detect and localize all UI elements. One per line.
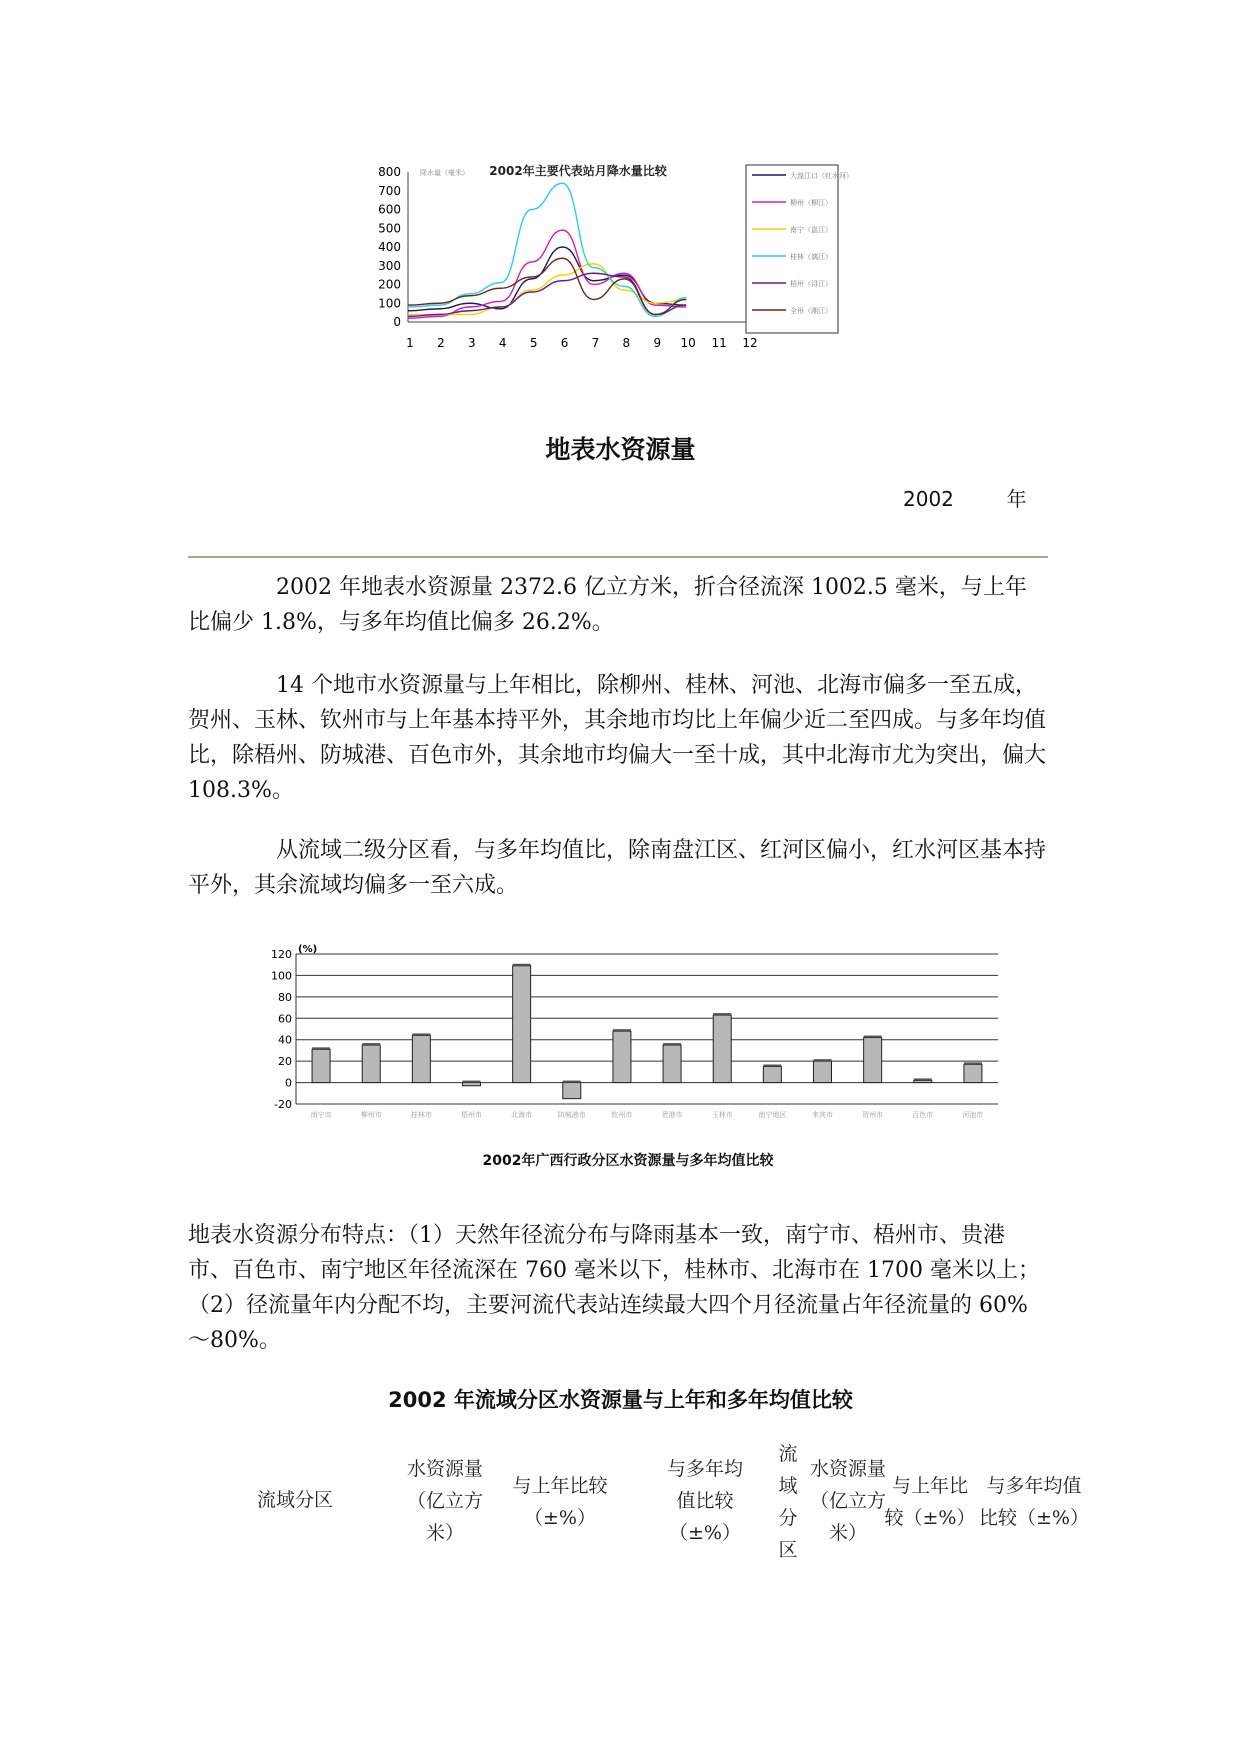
bar-cap: [864, 1036, 882, 1038]
bar-河池市: [964, 1064, 982, 1082]
category-label: 梧州市: [461, 1111, 482, 1119]
admin-region-bar-chart: [258, 940, 1018, 1180]
x-tick-label: 9: [653, 336, 662, 350]
category-label: 防城港市: [557, 1111, 586, 1119]
y-tick-label: 100: [378, 296, 401, 311]
bar-来宾市: [814, 1061, 832, 1082]
page-title: 地表水资源量: [545, 435, 696, 464]
y-tick-label: 400: [378, 240, 401, 254]
x-tick-label: 1: [406, 336, 414, 350]
y-tick-label: 800: [378, 165, 401, 179]
bar-cap: [513, 964, 531, 966]
chart-title: 2002年主要代表站月降水量比较: [489, 164, 667, 178]
category-label: 柳州市: [360, 1111, 382, 1119]
x-tick-label: 2: [437, 336, 445, 350]
table-title: 2002 年流域分区水资源量与上年和多年均值比较: [388, 1388, 853, 1412]
bar-cap: [763, 1065, 781, 1067]
y-axis-label: (%): [298, 944, 318, 955]
paragraph-2: 14 个地市水资源量与上年相比，除柳州、桂林、河池、北海市偏多一至五成，贺州、玉林、钦州市与上年基本持平外，其余地市均比上年偏少近二至四成。与多年均值比，除梧州、防城港、百色市外，其余地市均偏大一至十成，其中北海市尤为突出，偏大 108.3%。: [188, 673, 1047, 803]
table-header-vs-mean-2: 与多年均值比较（±%）: [979, 1475, 1089, 1529]
table-header-resource-2: 水资源量（亿立方米）: [809, 1458, 886, 1544]
y-tick-label: 80: [278, 990, 292, 1004]
bar-cap: [463, 1081, 481, 1083]
legend-entry: 大湟江口（红水河）: [790, 172, 853, 180]
bar-cap: [362, 1043, 380, 1045]
y-tick-label: 0: [285, 1076, 292, 1090]
bar-北海市: [513, 966, 531, 1083]
bar-cap: [964, 1062, 982, 1064]
bar-cap: [563, 1081, 581, 1083]
x-tick-label: 10: [680, 336, 696, 350]
monthly-precipitation-line-chart: [378, 160, 858, 380]
bar-玉林市: [713, 1015, 731, 1083]
legend-entry: 全州（湘江）: [790, 307, 832, 315]
x-tick-label: 7: [591, 336, 600, 350]
bar-cap: [814, 1059, 832, 1061]
x-tick-label: 8: [622, 336, 631, 350]
x-tick-label: 3: [467, 336, 476, 350]
bar-贵港市: [663, 1045, 681, 1083]
y-tick-label: 100: [271, 969, 292, 983]
table-header-basin-2: 流域分区: [778, 1443, 798, 1561]
category-label: 贵港市: [661, 1111, 683, 1119]
table-header-vs-last-year: 与上年比较（±%）: [512, 1475, 608, 1529]
category-label: 玉林市: [711, 1111, 733, 1119]
legend-entry: 梧州（浔江）: [790, 280, 832, 288]
table-header-basin: 流域分区: [256, 1489, 333, 1511]
y-tick-label: 200: [378, 277, 401, 292]
bar-梧州市: [463, 1083, 481, 1086]
bar-cap: [713, 1013, 731, 1015]
bar-百色市: [914, 1080, 932, 1082]
category-label: 南宁地区: [758, 1111, 787, 1119]
year-char: 年: [1006, 487, 1027, 511]
table-header-resource: 水资源量（亿立方米）: [406, 1458, 483, 1544]
y-tick-label: 300: [378, 258, 401, 273]
category-label: 河池市: [962, 1111, 984, 1119]
x-tick-label: 11: [711, 336, 727, 350]
table-header-vs-mean: 与多年均值比较（±%）: [666, 1458, 743, 1544]
category-label: 桂林市: [410, 1111, 432, 1119]
x-tick-label: 5: [529, 336, 538, 350]
category-label: 北海市: [511, 1111, 533, 1119]
y-tick-label: 0: [393, 315, 401, 329]
bar-钦州市: [613, 1031, 631, 1082]
paragraph-3: 从流域二级分区看，与多年均值比，除南盘江区、红河区偏小，红水河区基本持平外，其余流域均偏多一至六成。: [188, 838, 1047, 898]
bar-柳州市: [362, 1045, 380, 1083]
category-label: 贺州市: [862, 1111, 884, 1119]
bar-防城港市: [563, 1083, 581, 1099]
legend-entry: 南宁（邕江）: [790, 226, 832, 234]
bar-贺州市: [864, 1038, 882, 1083]
y-tick-label: 20: [278, 1055, 292, 1069]
x-tick-label: 4: [498, 336, 507, 350]
year-number: 2002: [903, 487, 954, 511]
bar-cap: [412, 1033, 430, 1035]
paragraph-1: 2002 年地表水资源量 2372.6 亿立方米，折合径流深 1002.5 毫米，与上年比偏少 1.8%，与多年均值比偏多 26.2%。: [188, 575, 1027, 635]
horizontal-rule: [188, 556, 1048, 558]
report-year: [903, 483, 1027, 512]
chart-title: 2002年广西行政分区水资源量与多年均值比较: [482, 1153, 774, 1169]
category-label: 南宁市: [310, 1111, 332, 1119]
x-tick-label: 12: [742, 336, 758, 350]
distribution-features: 地表水资源分布特点：（1）天然年径流分布与降雨基本一致，南宁市、梧州市、贵港市、百色市、南宁地区年径流深在 760 毫米以下，桂林市、北海市在 1700 毫米以上；（2）径流量年内分配不均，主要河流代表站连续最大四个月径流量占年径流量的 60%～80%。: [188, 1223, 1040, 1353]
y-tick-label: 40: [278, 1033, 292, 1047]
y-tick-label: 120: [271, 948, 292, 961]
bar-cap: [914, 1078, 932, 1080]
legend-entry: 柳州（柳江）: [790, 199, 832, 207]
legend-entry: 桂林（漓江）: [790, 253, 832, 261]
category-label: 来宾市: [812, 1111, 833, 1119]
y-tick-label: 500: [378, 221, 401, 236]
category-label: 百色市: [912, 1111, 934, 1119]
y-tick-label: 600: [378, 202, 401, 217]
table-header-vs-last-year-2: 与上年比较（±%）: [884, 1475, 976, 1529]
bar-桂林市: [412, 1035, 430, 1082]
category-label: 钦州市: [611, 1111, 633, 1119]
bar-cap: [663, 1043, 681, 1045]
bar-cap: [312, 1047, 330, 1049]
y-tick-label: -20: [274, 1098, 292, 1111]
y-axis-label: 降水量（毫米）: [420, 169, 469, 177]
y-tick-label: 700: [378, 183, 401, 198]
bar-南宁市: [312, 1049, 330, 1082]
y-tick-label: 60: [278, 1012, 292, 1026]
bar-南宁地区: [763, 1067, 781, 1083]
x-tick-label: 6: [560, 336, 569, 350]
bar-cap: [613, 1029, 631, 1031]
